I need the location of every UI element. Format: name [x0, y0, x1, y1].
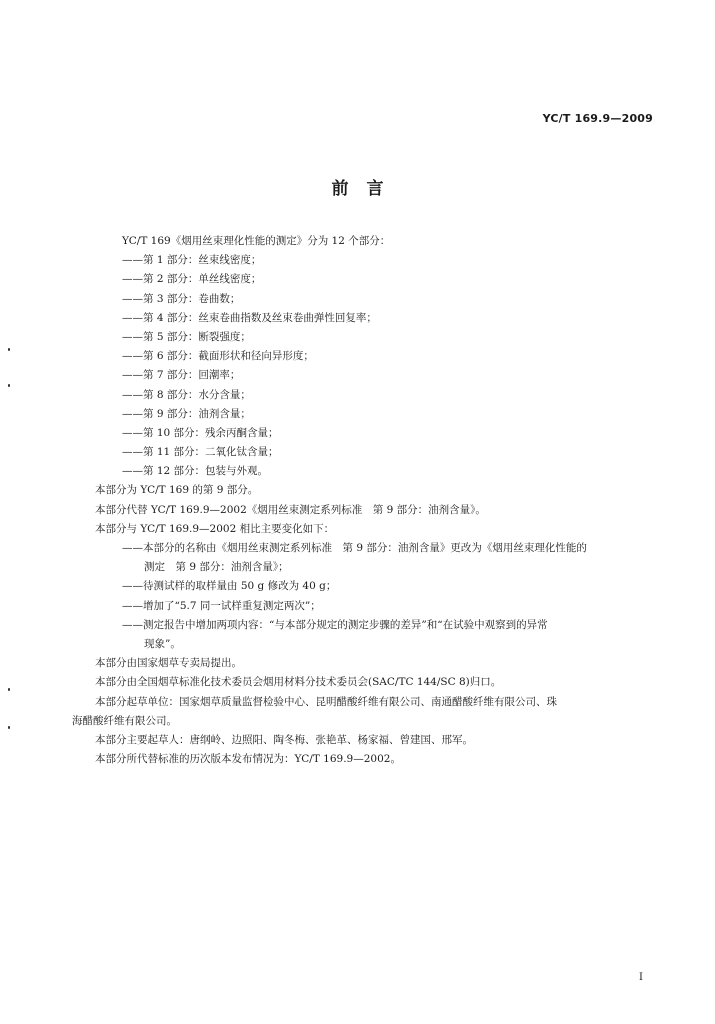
list-item: ——测定报告中增加两项内容：“与本部分规定的测定步骤的差异”和“在试验中观察到的异常 — [122, 618, 548, 631]
list-item-continuation: 测定 第 9 部分：油剂含量》； — [144, 561, 289, 574]
list-item: ——待测试样的取样量由 50 g 修改为 40 g； — [122, 580, 337, 593]
list-item: ——第 7 部分：回潮率； — [122, 369, 241, 382]
scan-speck — [8, 348, 10, 351]
statement-drafting-units-cont: 海醋酸纤维有限公司。 — [72, 714, 177, 727]
list-item: ——第 11 部分：二氧化钛含量； — [122, 446, 279, 459]
list-item: ——第 5 部分：断裂强度； — [122, 330, 251, 343]
list-item: ——第 12 部分：包装与外观。 — [122, 465, 269, 478]
list-item: ——第 1 部分：丝束线密度； — [122, 254, 262, 267]
list-item-continuation: 现象”。 — [144, 637, 181, 650]
scan-speck — [8, 688, 10, 691]
changes-list — [122, 539, 662, 654]
statement-changes-intro: 本部分与 YC/T 169.9—2002 相比主要变化如下： — [95, 522, 335, 535]
statement-drafters: 本部分主要起草人：唐纲岭、边照阳、陶冬梅、张艳革、杨家福、曾建国、邢军。 — [95, 733, 473, 746]
list-item: ——第 6 部分：截面形状和径向异形度； — [122, 350, 314, 363]
list-item: ——本部分的名称由《烟用丝束测定系列标准 第 9 部分：油剂含量》更改为《烟用丝束理化性能的 — [122, 542, 587, 554]
page-number: I — [639, 972, 643, 983]
list-item: ——第 2 部分：单丝线密度； — [122, 273, 262, 286]
list-item: ——第 8 部分：水分含量； — [122, 388, 251, 401]
statement-proposed-by: 本部分由国家烟草专卖局提出。 — [95, 657, 242, 670]
page-title: 前言 — [331, 179, 402, 199]
intro-line: YC/T 169《烟用丝束理化性能的测定》分为 12 个部分： — [122, 235, 391, 247]
statement-drafting-units: 本部分起草单位：国家烟草质量监督检验中心、昆明醋酸纤维有限公司、南通醋酸纤维有限公司、珠 — [95, 695, 557, 708]
list-item: ——增加了“5.7 同一试样重复测定两次”； — [122, 599, 321, 612]
list-item: ——第 4 部分：丝束卷曲指数及丝束卷曲弹性回复率； — [122, 311, 377, 324]
foreword-body — [72, 232, 662, 769]
statement-replaces: 本部分代替 YC/T 169.9—2002《烟用丝束测定系列标准 第 9 部分：油剂含量》。 — [95, 503, 486, 516]
parts-list — [122, 251, 662, 481]
scan-speck — [8, 726, 10, 729]
scan-speck — [8, 384, 10, 387]
list-item: ——第 3 部分：卷曲数； — [122, 292, 241, 305]
list-item: ——第 9 部分：油剂含量； — [122, 407, 251, 420]
standard-code: YC/T 169.9—2009 — [542, 112, 653, 125]
statement-this-part: 本部分为 YC/T 169 的第 9 部分。 — [95, 484, 259, 497]
statement-centralized-by: 本部分由全国烟草标准化技术委员会烟用材料分技术委员会(SAC/TC 144/SC 8)归口。 — [95, 676, 502, 689]
list-item: ——第 10 部分：残余丙酮含量； — [122, 426, 279, 439]
statement-history: 本部分所代替标准的历次版本发布情况为：YC/T 169.9—2002。 — [95, 753, 401, 766]
